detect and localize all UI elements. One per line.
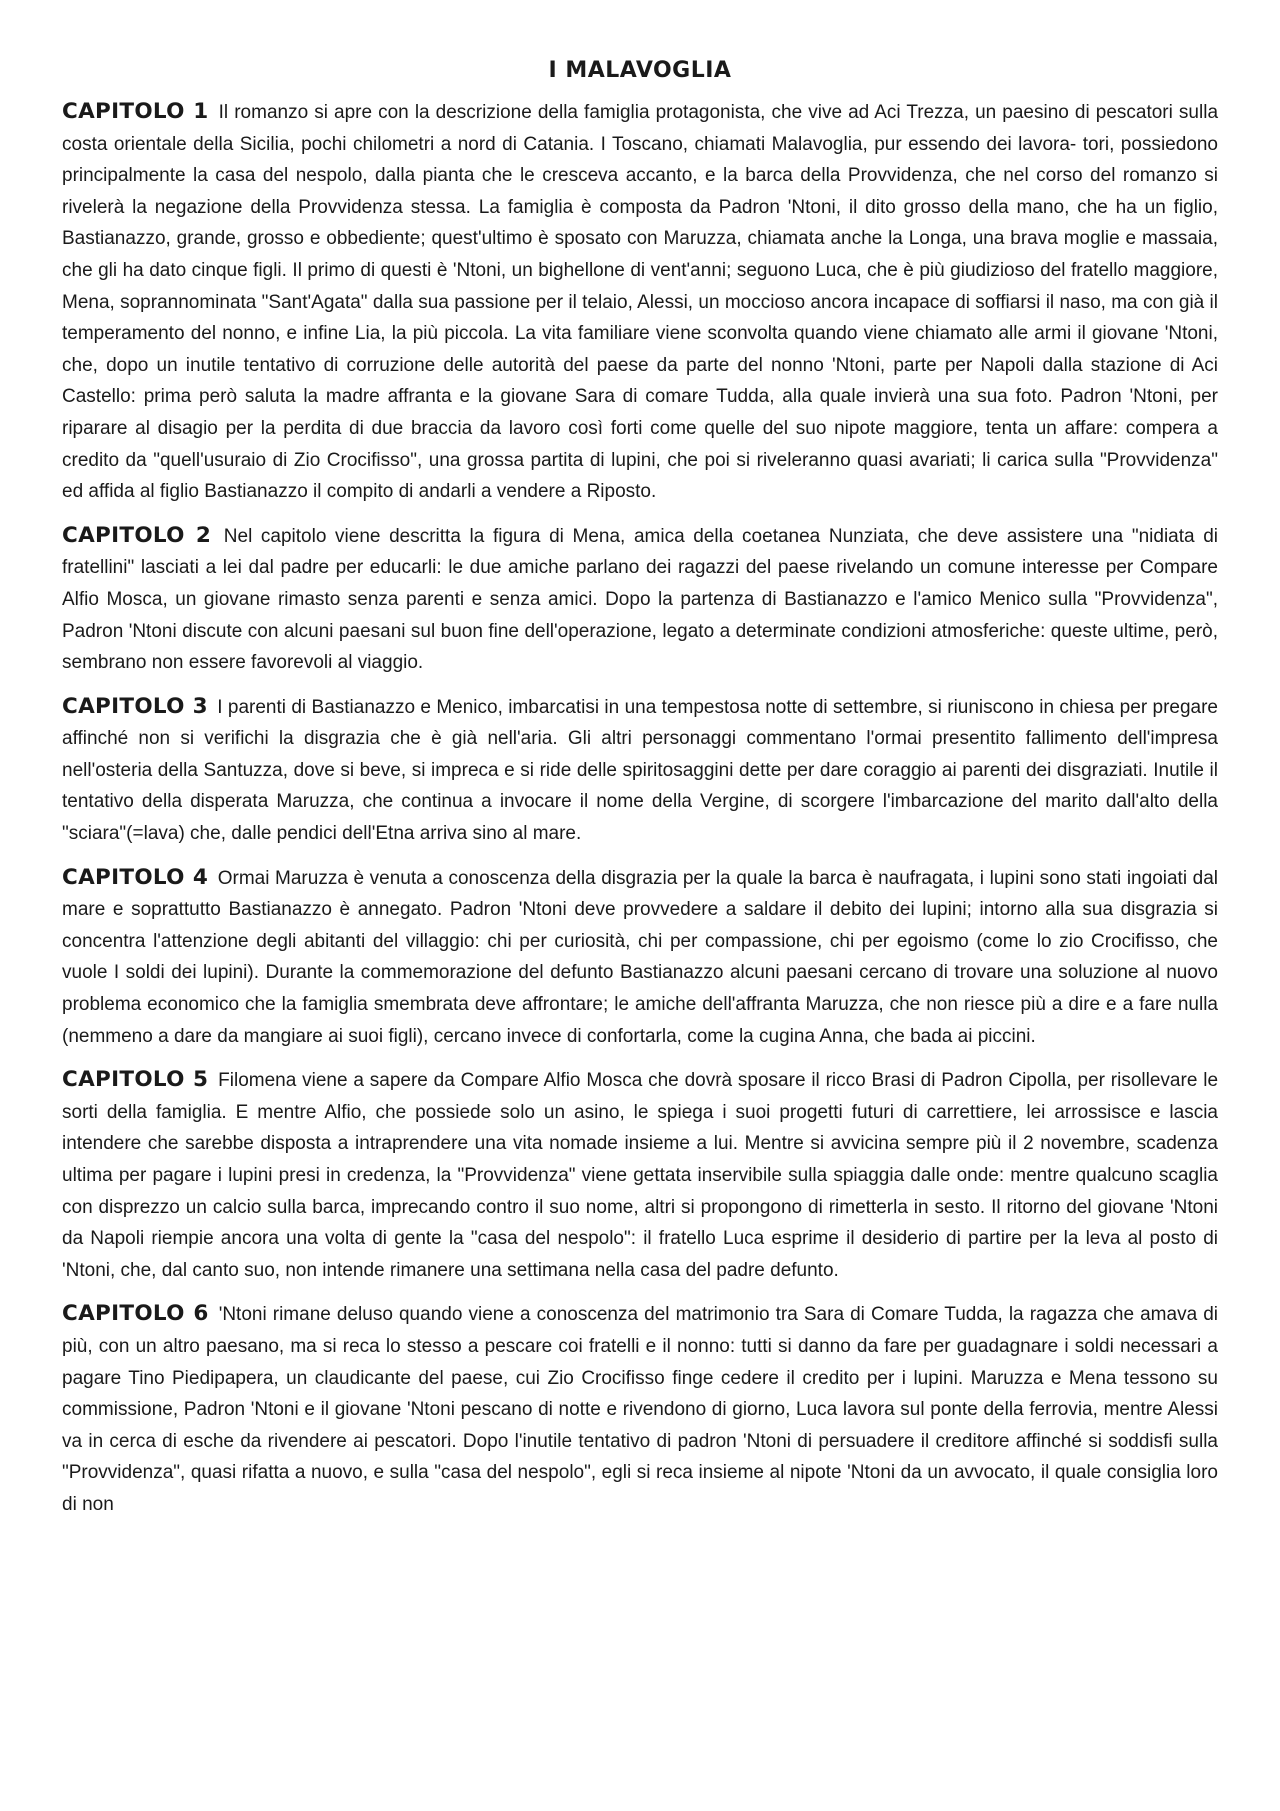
chapter-6 xyxy=(62,1298,1218,1520)
chapter-text: Nel capitolo viene descritta la figura di Mena, amica della coetanea Nunziata, che deve assistere una "nidiata di fratellini" lasciati a lei dal padre per educarli: le due amiche parlano dei ragazzi del paese rivelando un comune interesse per Compare Alfio Mosca, un giovane rimasto senza parenti e senza amici. Dopo la partenza di Bastianazzo e l'amico Menico sulla "Provvidenza", Padron 'Ntoni discute con alcuni paesani sul buon fine dell'operazione, legato a determinate condizioni atmosferiche: queste ultime, però, sembrano non essere favorevoli al viaggio. xyxy=(62,525,1219,674)
chapter-heading: CAPITOLO 5 xyxy=(62,1067,209,1093)
chapter-text: 'Ntoni rimane deluso quando viene a conoscenza del matrimonio tra Sara di Comare Tudda, la ragazza che amava di più, con un altro paesano, ma si reca lo stesso a pescare coi fratelli e il nonno: tutti si danno da fare per guadagnare i soldi necessari a pagare Tino Piedipapera, un claudicante del paese, cui Zio Crocifisso finge cedere il credito per i lupini. Maruzza e Mena tessono su commissione, Padron 'Ntoni e il giovane 'Ntoni pescano di notte e rivendono di giorno, Luca lavora sul ponte della ferrovia, mentre Alessi va in cerca di esche da rivendere ai pescatori. Dopo l'inutile tentativo di padron 'Ntoni di persuadere il creditore affinché si soddisfi sulla "Provvidenza", quasi rifatta a nuovo, e sulla "casa del nespolo", egli si reca insieme al nipote 'Ntoni da un avvocato, il quale consiglia loro di non xyxy=(62,1304,1219,1515)
chapter-2 xyxy=(62,520,1218,679)
document-page xyxy=(62,56,1218,1533)
chapter-3 xyxy=(62,691,1218,850)
chapter-text: Il romanzo si apre con la descrizione della famiglia protagonista, che vive ad Aci Trezza, un paesino di pescatori sulla costa orientale della Sicilia, pochi chilometri a nord di Catania. I Toscano, chiamati Malavoglia, pur essendo dei lavora- tori, possiedono principalmente la casa del nespolo, dalla pianta che le cresceva accanto, e la barca della Provvidenza, che nel corso del romanzo si rivelerà la negazione della Provvidenza stessa. La famiglia è composta da Padron 'Ntoni, il dito grosso della mano, che ha un figlio, Bastianazzo, grande, grosso e obbediente; quest'ultimo è sposato con Maruzza, chiamata anche la Longa, una brava moglie e massaia, che gli ha dato cinque figli. Il primo di questi è 'Ntoni, un bighellone di vent'anni; seguono Luca, che è più giudizioso del fratello maggiore, Mena, soprannominata "Sant'Agata" dalla sua passione per il telaio, Alessi, un moccioso ancora incapace di soffiarsi il naso, ma con già il temperamento del nonno, e infine Lia, la più piccola. La vita familiare viene sconvolta quando viene chiamato alle armi il giovane 'Ntoni, che, dopo un inutile tentativo di corruzione delle autorità del paese da parte del nonno 'Ntoni, parte per Napoli dalla stazione di Aci Castello: prima però saluta la madre affranta e la giovane Sara di comare Tudda, alla quale invierà una sua foto. Padron 'Ntoni, per riparare al disagio per la perdita di due braccia da lavoro così forti come quelle del suo nipote maggiore, tenta un affare: compera a credito da "quell'usuraio di Zio Crocifisso", una grossa partita di lupini, che poi si riveleranno quasi avariati; li carica sulla "Provvidenza" ed affida al figlio Bastianazzo il compito di andarli a vendere a Riposto. xyxy=(62,102,1219,503)
chapter-5 xyxy=(62,1064,1218,1286)
chapter-heading: CAPITOLO 1 xyxy=(62,99,209,124)
document-title: I MALAVOGLIA xyxy=(548,58,732,83)
chapter-1 xyxy=(62,96,1218,508)
chapter-4 xyxy=(62,862,1218,1053)
chapter-heading: CAPITOLO 6 xyxy=(62,1301,209,1327)
chapter-text: Filomena viene a sapere da Compare Alfio Mosca che dovrà sposare il ricco Brasi di Padron Cipolla, per risollevare le sorti della famiglia. E mentre Alfio, che possiede solo un asino, le spiega i suoi progetti futuri di carrettiere, lei arrossisce e lascia intendere che sarebbe disposta a intraprendere una vita nomade insieme a lui. Mentre si avvicina sempre più il 2 novembre, scadenza ultima per pagare i lupini presi in credenza, la "Provvidenza" viene gettata inservibile sulla spiaggia dalle onde: mentre qualcuno scaglia con disprezzo un calcio sulla barca, imprecando contro il suo nome, altri si propongono di rimetterla in sesto. Il ritorno del giovane 'Ntoni da Napoli riempie ancora una volta di gente la "casa del nespolo": il fratello Luca esprime il desiderio di partire per la leva al posto di 'Ntoni, che, dal canto suo, non intende rimanere una settimana nella casa del padre defunto. xyxy=(62,1070,1219,1281)
chapter-text: I parenti di Bastianazzo e Menico, imbarcatisi in una tempestosa notte di settembre, si riuniscono in chiesa per pregare affinché non si verifichi la disgrazia che è già nell'aria. Gli altri personaggi commentano l'ormai presentito fallimento dell'impresa nell'osteria della Santuzza, dove si beve, si impreca e si ride delle spiritosaggini dette per dare coraggio ai parenti dei disgraziati. Inutile il tentativo della disperata Maruzza, che continua a invocare il nome della Vergine, di scorgere l'imbarcazione del marito dall'alto della "sciara"(=lava) che, dalle pendici dell'Etna arriva sino al mare. xyxy=(62,696,1219,845)
chapter-heading: CAPITOLO 4 xyxy=(62,864,209,890)
chapter-heading: CAPITOLO 2 xyxy=(62,522,212,548)
chapter-text: Ormai Maruzza è venuta a conoscenza della disgrazia per la quale la barca è naufragata, i lupini sono stati ingoiati dal mare e soprattutto Bastianazzo è annegato. Padron 'Ntoni deve provvedere a saldare il debito dei lupini; intorno alla sua disgrazia si concentra l'attenzione degli abitanti del villaggio: chi per curiosità, chi per compassione, chi per egoismo (come lo zio Crocifisso, che vuole I soldi dei lupini). Durante la commemorazione del defunto Bastianazzo alcuni paesani cercano di trovare una soluzione al nuovo problema economico che la famiglia smembrata deve affrontare; le amiche dell'affranta Maruzza, che non riesce più a dire e a fare nulla (nemmeno a dare da mangiare ai suoi figli), cercano invece di confortarla, come la cugina Anna, che bada ai piccini. xyxy=(62,867,1219,1047)
chapter-heading: CAPITOLO 3 xyxy=(62,693,208,719)
